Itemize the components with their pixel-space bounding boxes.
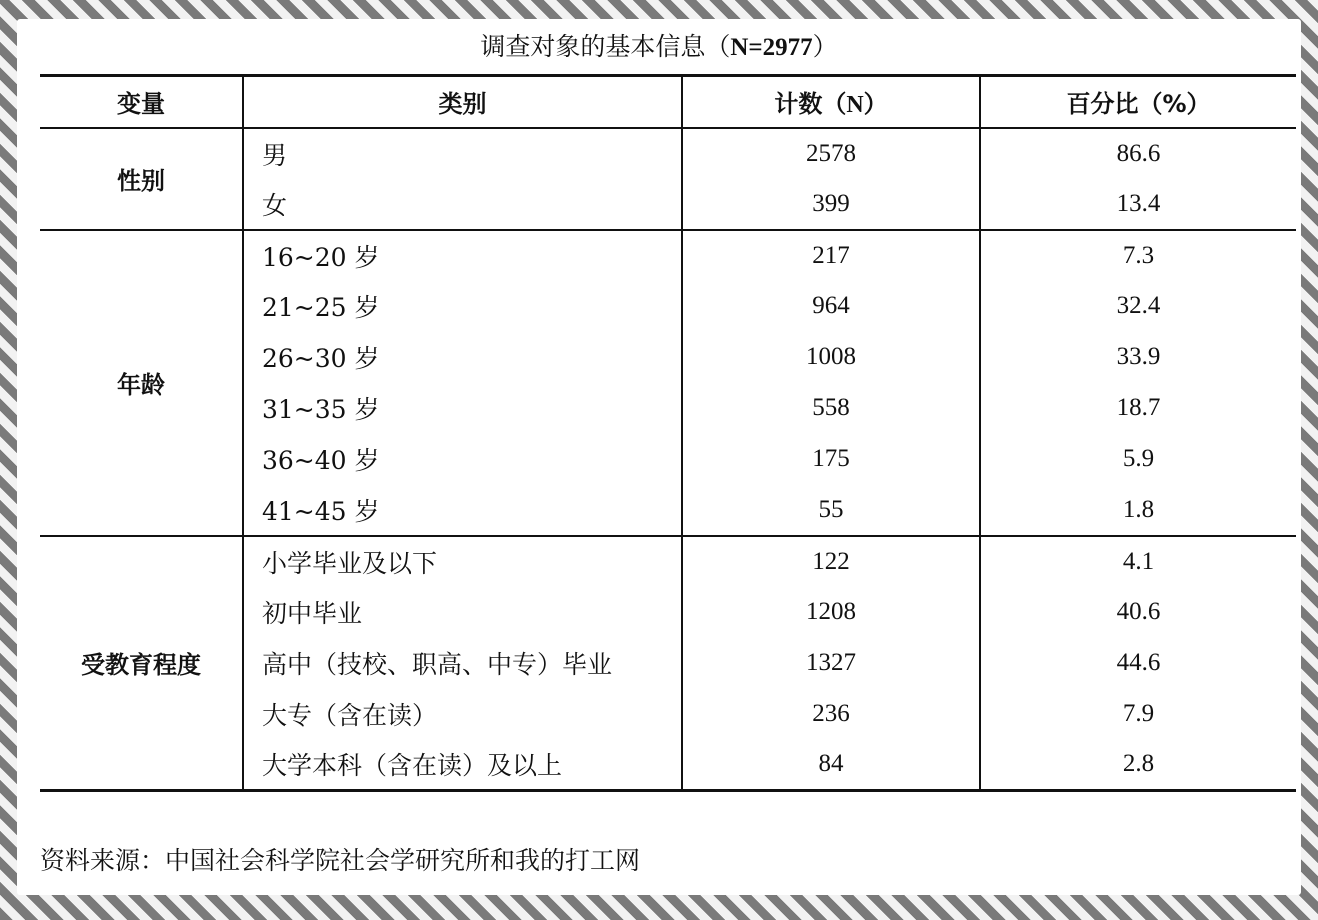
count-cell: 236	[682, 689, 980, 740]
category-cell: 21~25 岁	[243, 281, 682, 332]
header-count-n: N	[846, 92, 864, 119]
count-cell: 122	[682, 536, 980, 587]
count-cell: 1208	[682, 587, 980, 638]
table-title	[0, 30, 1318, 65]
count-cell: 217	[682, 230, 980, 281]
table-row	[40, 128, 1296, 179]
count-cell: 2578	[682, 128, 980, 179]
percent-cell: 7.9	[980, 689, 1296, 740]
percent-cell: 13.4	[980, 179, 1296, 230]
count-cell: 175	[682, 434, 980, 485]
table-group	[40, 128, 1296, 230]
table-title-text: 调查对象的基本信息（	[480, 32, 731, 61]
category-cell: 26~30 岁	[243, 332, 682, 383]
variable-cell: 性别	[40, 128, 243, 230]
percent-cell: 86.6	[980, 128, 1296, 179]
header-category: 类别	[243, 76, 682, 128]
table-title-close: ）	[812, 32, 838, 61]
percent-cell: 7.3	[980, 230, 1296, 281]
basic-info-table	[40, 74, 1296, 792]
count-cell: 964	[682, 281, 980, 332]
count-cell: 399	[682, 179, 980, 230]
percent-cell: 18.7	[980, 383, 1296, 434]
header-variable: 变量	[40, 76, 243, 128]
category-cell: 大专（含在读）	[243, 689, 682, 740]
category-cell: 41~45 岁	[243, 485, 682, 536]
category-cell: 36~40 岁	[243, 434, 682, 485]
header-count-label: 计数（	[774, 90, 847, 119]
table-title-sample-size: N=2977	[730, 34, 813, 61]
header-count-close: ）	[863, 90, 888, 119]
count-cell: 1008	[682, 332, 980, 383]
category-cell: 高中（技校、职高、中专）毕业	[243, 638, 682, 689]
percent-cell: 5.9	[980, 434, 1296, 485]
count-cell: 84	[682, 740, 980, 791]
category-cell: 初中毕业	[243, 587, 682, 638]
category-cell: 大学本科（含在读）及以上	[243, 740, 682, 791]
count-cell: 55	[682, 485, 980, 536]
percent-cell: 33.9	[980, 332, 1296, 383]
category-cell: 31~35 岁	[243, 383, 682, 434]
header-count	[682, 76, 980, 128]
count-cell: 1327	[682, 638, 980, 689]
category-cell: 小学毕业及以下	[243, 536, 682, 587]
table-group	[40, 230, 1296, 536]
percent-cell: 1.8	[980, 485, 1296, 536]
percent-cell: 4.1	[980, 536, 1296, 587]
table-row	[40, 230, 1296, 281]
table-row	[40, 536, 1296, 587]
variable-cell: 年龄	[40, 230, 243, 536]
percent-cell: 44.6	[980, 638, 1296, 689]
category-cell: 女	[243, 179, 682, 230]
data-source-note: 资料来源：中国社会科学院社会学研究所和我的打工网	[40, 846, 641, 875]
percent-cell: 32.4	[980, 281, 1296, 332]
category-cell: 男	[243, 128, 682, 179]
percent-cell: 2.8	[980, 740, 1296, 791]
percent-cell: 40.6	[980, 587, 1296, 638]
variable-cell: 受教育程度	[40, 536, 243, 791]
category-cell: 16~20 岁	[243, 230, 682, 281]
count-cell: 558	[682, 383, 980, 434]
table-group	[40, 536, 1296, 791]
table-header-row	[40, 76, 1296, 128]
header-percent: 百分比（%）	[980, 76, 1296, 128]
